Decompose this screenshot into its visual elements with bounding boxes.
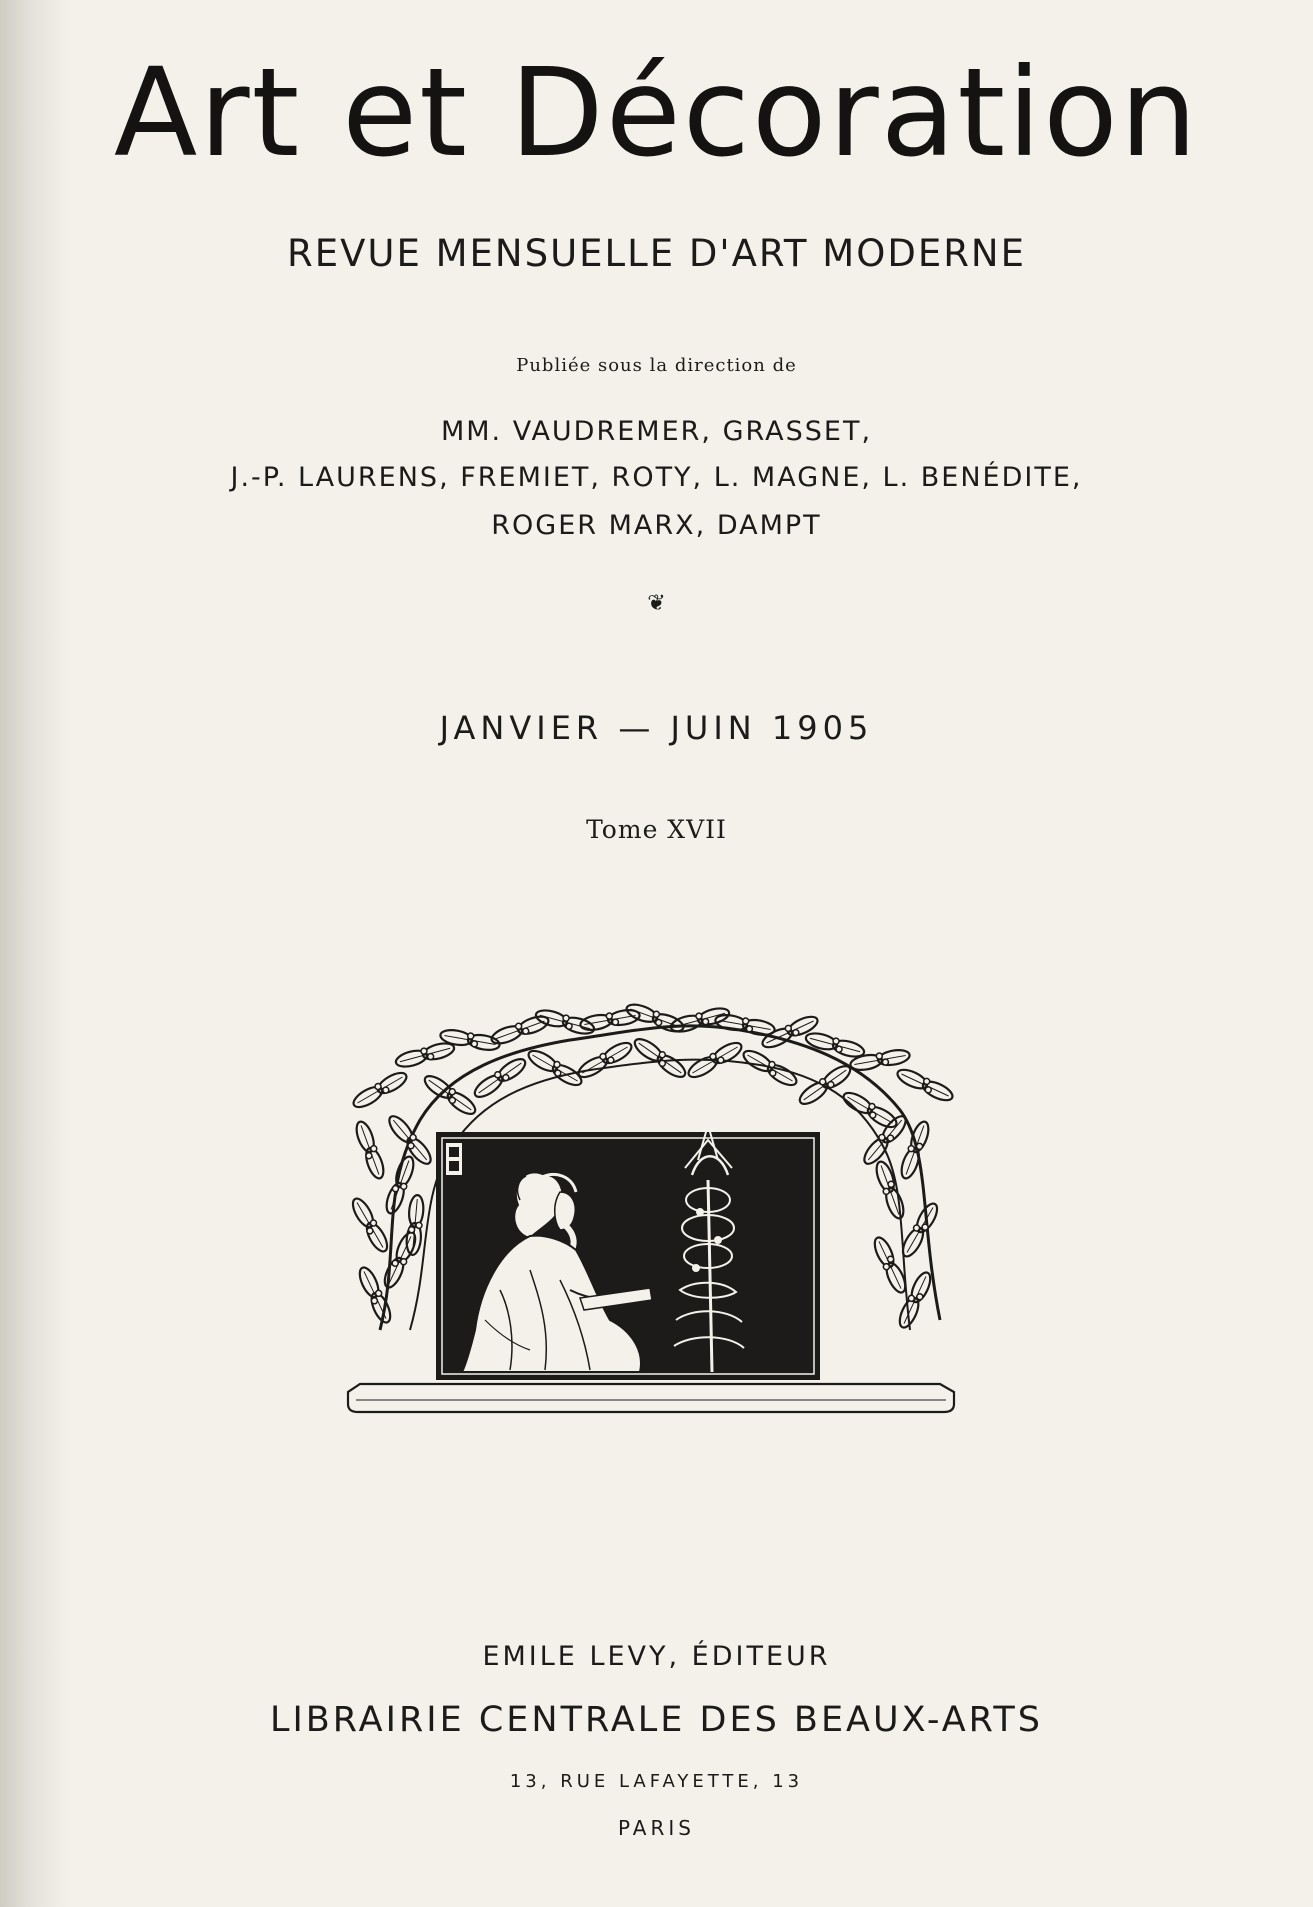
issue-dates: JANVIER — JUIN 1905: [439, 709, 874, 747]
page-title: Art et Décoration: [113, 42, 1200, 184]
framed-panel: [436, 1125, 820, 1380]
fleuron-icon: ❦: [647, 591, 666, 616]
directors-line-3: ROGER MARX, DAMPT: [491, 510, 822, 541]
publisher-librairie: LIBRAIRIE CENTRALE DES BEAUX-ARTS: [269, 1700, 1044, 1740]
vignette-base: [348, 1384, 954, 1412]
publisher-address: 13, RUE LAFAYETTE, 13: [509, 1771, 804, 1792]
publisher-editor: EMILE LEVY, ÉDITEUR: [482, 1641, 831, 1672]
publisher-city: PARIS: [618, 1816, 695, 1840]
directors-line-1: MM. VAUDREMER, GRASSET,: [440, 416, 873, 447]
direction-intro: Publiée sous la direction de: [516, 355, 797, 376]
directors-line-2: J.-P. LAURENS, FREMIET, ROTY, L. MAGNE, L. BENÉDITE,: [230, 462, 1083, 493]
page-subtitle: REVUE MENSUELLE D'ART MODERNE: [287, 232, 1026, 275]
tome-number: Tome XVII: [586, 815, 727, 844]
mistletoe-woman-vignette-icon: [340, 1000, 974, 1425]
